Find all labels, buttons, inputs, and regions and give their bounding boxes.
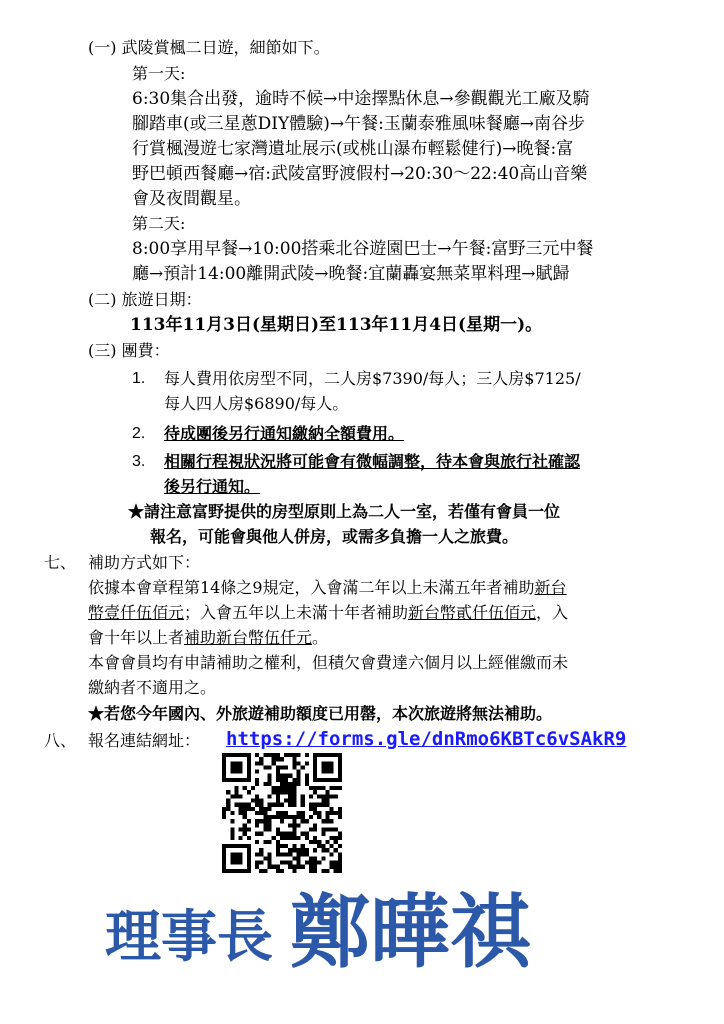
room-note-line-2: 報名，可能會與他人併房，或需多負擔一人之旅費。 — [150, 527, 519, 546]
day2-label: 第二天: — [132, 214, 186, 233]
subsidy-amount-1: 幣壹仟伍佰元 — [88, 603, 185, 622]
signature-stamp — [105, 880, 575, 980]
day1-line-1: 6:30集合出發，逾時不候→中途擇點休息→參觀觀光工廠及騎 — [132, 89, 590, 109]
day1-label: 第一天: — [132, 64, 186, 83]
subsidy-amount-2: 新台幣貳仟伍佰元 — [408, 603, 537, 622]
section8-label: 報名連結網址： — [88, 731, 201, 750]
day1-line-3: 行賞楓漫遊七家灣遺址展示(或桃山瀑布輕鬆健行)→晚餐:富 — [132, 139, 574, 159]
subsidy-amount-3: 補助新台幣伍仟元 — [184, 628, 313, 647]
day1-line-4: 野巴頓西餐廳→宿:武陵富野渡假村→20:30～22:40高山音樂 — [132, 164, 588, 184]
subsidy-p1-line-1 — [88, 578, 567, 598]
fee-item-3-line-1: 相關行程視狀況將可能會有微幅調整，待本會與旅行社確認 — [164, 452, 581, 471]
fee-item-1-num: 1. — [132, 370, 146, 387]
section7-num: 七、 — [44, 553, 77, 572]
subsidy-p2-line-1: 本會會員均有申請補助之權利，但積欠會費達六個月以上經催繳而未 — [88, 653, 569, 672]
subsidy-text: ；入會五年以上未滿十年者補助 — [184, 603, 409, 622]
subsidy-p2-line-2: 繳納者不適用之。 — [88, 678, 217, 697]
subsidy-text: 會十年以上者 — [88, 628, 185, 647]
section7-heading: 補助方式如下： — [88, 553, 201, 572]
section3-heading: (三) 團費： — [88, 341, 170, 360]
fee-item-2-line-1: 待成團後另行通知繳納全額費用。 — [164, 424, 405, 443]
section1-heading: (一) 武陵賞楓二日遊，細節如下。 — [88, 38, 330, 57]
room-note-line-1: ★請注意富野提供的房型原則上為二人一室，若僅有會員一位 — [128, 502, 561, 521]
registration-link[interactable]: https://forms.gle/dnRmo6KBTc6vSAkR9 — [226, 728, 627, 750]
fee-item-1-line-2: 每人四人房$6890/每人。 — [164, 394, 349, 413]
fee-item-1-line-1: 每人費用依房型不同，二人房$7390/每人；三人房$7125/ — [164, 369, 581, 388]
subsidy-amount-1-part: 新台 — [534, 578, 567, 597]
subsidy-text: ，入 — [536, 603, 569, 622]
fee-item-3-line-2: 後另行通知。 — [164, 477, 261, 496]
day2-line-1: 8:00享用早餐→10:00搭乘北谷遊園巴士→午餐:富野三元中餐 — [132, 239, 594, 259]
section8-num: 八、 — [44, 731, 77, 750]
signature-title: 理事長 — [105, 904, 273, 970]
day1-line-5: 會及夜間觀星。 — [132, 189, 251, 209]
subsidy-note: ★若您今年國內、外旅遊補助額度已用罄，本次旅遊將無法補助。 — [88, 704, 553, 723]
qr-code-icon — [222, 753, 342, 873]
subsidy-p1-line-3 — [88, 628, 328, 648]
day2-line-2: 廳→預計14:00離開武陵→晚餐:宜蘭轟宴無菜單料理→賦歸 — [132, 264, 570, 284]
day1-line-2: 腳踏車(或三星蔥DIY體驗)→午餐:玉蘭泰雅風味餐廳→南谷步 — [132, 114, 586, 134]
fee-item-2-num: 2. — [132, 425, 146, 442]
subsidy-text: 依據本會章程第14條之9規定，入會滿二年以上未滿五年者補助 — [88, 578, 535, 597]
section2-heading: (二) 旅遊日期： — [88, 290, 202, 309]
subsidy-p1-line-2 — [88, 603, 568, 623]
signature-name: 鄭曄祺 — [290, 885, 530, 979]
subsidy-text: 。 — [312, 628, 329, 647]
fee-item-3-num: 3. — [132, 453, 146, 470]
travel-date: 113年11月3日(星期日)至113年11月4日(星期一)。 — [130, 315, 543, 335]
